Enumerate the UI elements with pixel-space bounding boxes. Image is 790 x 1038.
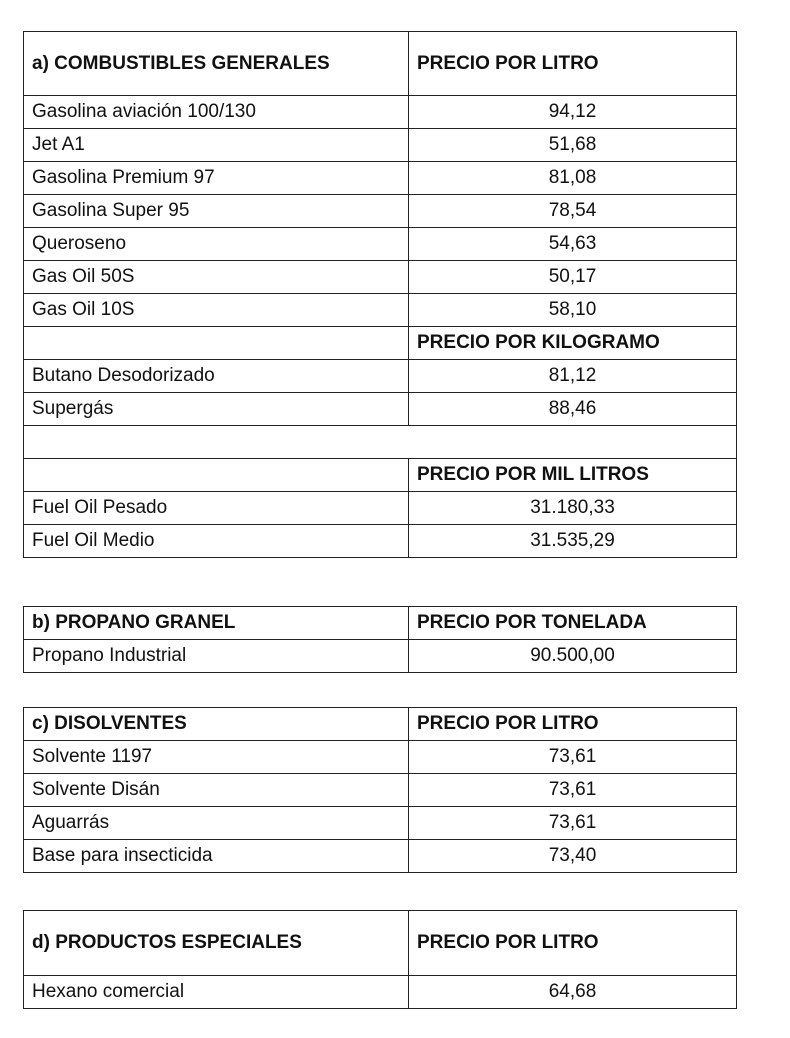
product-name: Gas Oil 10S [24,294,409,327]
table-row [24,393,737,426]
product-name: Supergás [24,393,409,426]
table-header-row [24,32,737,96]
table-row [24,774,737,807]
column-header: PRECIO POR LITRO [409,911,737,976]
empty-cell [24,426,737,459]
table-row [24,640,737,673]
table-combustibles-generales [23,31,737,558]
product-name: Solvente Disán [24,774,409,807]
table-row [24,129,737,162]
product-price: 50,17 [409,261,737,294]
empty-cell [24,327,409,360]
column-header: PRECIO POR LITRO [409,708,737,741]
product-name: Aguarrás [24,807,409,840]
table-row [24,195,737,228]
subheader-row [24,327,737,360]
product-price: 51,68 [409,129,737,162]
table-row [24,976,737,1009]
table-row [24,492,737,525]
table-row [24,840,737,873]
product-price: 81,08 [409,162,737,195]
product-name: Queroseno [24,228,409,261]
table-header-row [24,708,737,741]
product-name: Gasolina Premium 97 [24,162,409,195]
column-header: PRECIO POR LITRO [409,32,737,96]
column-header: PRECIO POR TONELADA [409,607,737,640]
product-price: 73,61 [409,774,737,807]
table-row [24,261,737,294]
product-name: Gasolina aviación 100/130 [24,96,409,129]
section-title: d) PRODUCTOS ESPECIALES [24,911,409,976]
section-title: c) DISOLVENTES [24,708,409,741]
product-name: Base para insecticida [24,840,409,873]
table-row [24,741,737,774]
product-price: 90.500,00 [409,640,737,673]
product-name: Gasolina Super 95 [24,195,409,228]
product-name: Solvente 1197 [24,741,409,774]
empty-row [24,426,737,459]
product-name: Gas Oil 50S [24,261,409,294]
product-price: 73,40 [409,840,737,873]
table-row [24,807,737,840]
product-name: Butano Desodorizado [24,360,409,393]
product-price: 31.180,33 [409,492,737,525]
product-price: 73,61 [409,741,737,774]
table-row [24,162,737,195]
section-title: a) COMBUSTIBLES GENERALES [24,32,409,96]
product-price: 73,61 [409,807,737,840]
product-price: 58,10 [409,294,737,327]
section-title: b) PROPANO GRANEL [24,607,409,640]
table-row [24,294,737,327]
table-propano-granel [23,606,737,673]
product-name: Hexano comercial [24,976,409,1009]
product-price: 78,54 [409,195,737,228]
column-header: PRECIO POR MIL LITROS [409,459,737,492]
table-row [24,96,737,129]
table-header-row [24,607,737,640]
product-price: 88,46 [409,393,737,426]
product-name: Jet A1 [24,129,409,162]
product-price: 31.535,29 [409,525,737,558]
table-row [24,525,737,558]
product-name: Propano Industrial [24,640,409,673]
product-name: Fuel Oil Medio [24,525,409,558]
product-price: 94,12 [409,96,737,129]
subheader-row [24,459,737,492]
table-productos-especiales [23,910,737,1009]
empty-cell [24,459,409,492]
product-price: 81,12 [409,360,737,393]
table-disolventes [23,707,737,873]
table-header-row [24,911,737,976]
product-price: 64,68 [409,976,737,1009]
product-name: Fuel Oil Pesado [24,492,409,525]
product-price: 54,63 [409,228,737,261]
column-header: PRECIO POR KILOGRAMO [409,327,737,360]
table-row [24,228,737,261]
table-row [24,360,737,393]
